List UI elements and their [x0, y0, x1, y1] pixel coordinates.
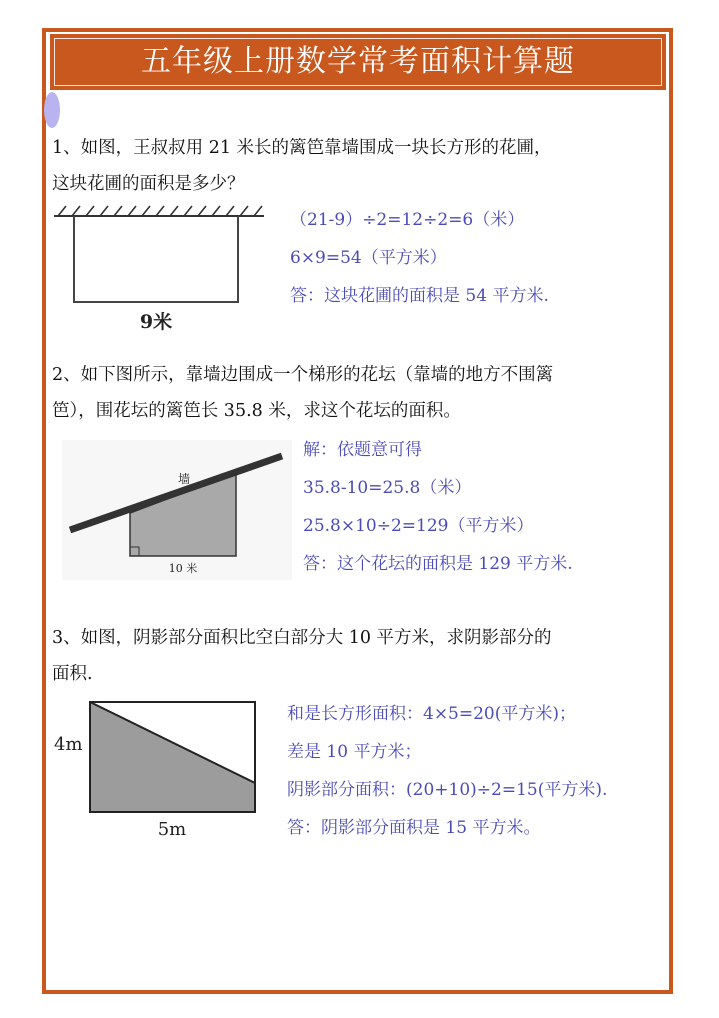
- problem-3-figure: [52, 696, 267, 842]
- answer-line: 和是长方形面积：4×5=20(平方米)；: [287, 704, 577, 724]
- width-label: 9米: [139, 311, 173, 333]
- answer-line: 25.8×10÷2=129（平方米）: [303, 516, 534, 536]
- answer-line: 6×9=54（平方米）: [290, 248, 447, 268]
- page-title: 五年级上册数学常考面积计算题: [50, 34, 666, 90]
- base-label: 10 米: [168, 562, 198, 575]
- problem-3-question-line1: 3、如图，阴影部分面积比空白部分大 10 平方米，求阴影部分的: [52, 628, 552, 648]
- answer-line: 阴影部分面积：(20+10)÷2=15(平方米).: [287, 780, 608, 800]
- decorative-blob: [44, 92, 60, 128]
- wall-hatching: [58, 206, 262, 216]
- answer-line: （21-9）÷2=12÷2=6（米）: [290, 210, 525, 230]
- answer-line: 35.8-10=25.8（米）: [303, 478, 472, 498]
- problem-2-question-line2: 笆），围花坛的篱笆长 35.8 米，求这个花坛的面积。: [52, 401, 461, 421]
- answer-line: 解：依题意可得: [303, 440, 422, 460]
- garden-rectangle: [74, 216, 238, 302]
- problem-3-answer: [287, 695, 607, 847]
- problem-1-question-line2: 这块花圃的面积是多少？: [52, 174, 245, 194]
- problem-3-question: [52, 620, 672, 692]
- problem-1-question: [52, 130, 672, 202]
- shaded-region: [90, 702, 255, 812]
- width-label: 5m: [157, 819, 187, 840]
- problem-1-figure: [52, 204, 267, 334]
- problem-1-answer: [290, 201, 549, 315]
- problem-3-question-line2: 面积.: [52, 664, 93, 684]
- problem-2-answer: [303, 431, 573, 583]
- problem-2-question-line1: 2、如下图所示，靠墙边围成一个梯形的花坛（靠墙的地方不围篱: [52, 365, 554, 385]
- answer-line: 答：这个花坛的面积是 129 平方米.: [303, 554, 573, 574]
- answer-line: 差是 10 平方米；: [287, 742, 422, 762]
- problem-2-question: [52, 357, 672, 429]
- answer-line: 答：阴影部分面积是 15 平方米。: [287, 818, 541, 838]
- height-label: 4m: [54, 734, 83, 755]
- problem-2-figure: [62, 440, 292, 580]
- wall-label: 墙: [177, 472, 191, 486]
- problem-1-question-line1: 1、如图，王叔叔用 21 米长的篱笆靠墙围成一块长方形的花圃，: [52, 138, 552, 158]
- answer-line: 答：这块花圃的面积是 54 平方米.: [290, 286, 549, 306]
